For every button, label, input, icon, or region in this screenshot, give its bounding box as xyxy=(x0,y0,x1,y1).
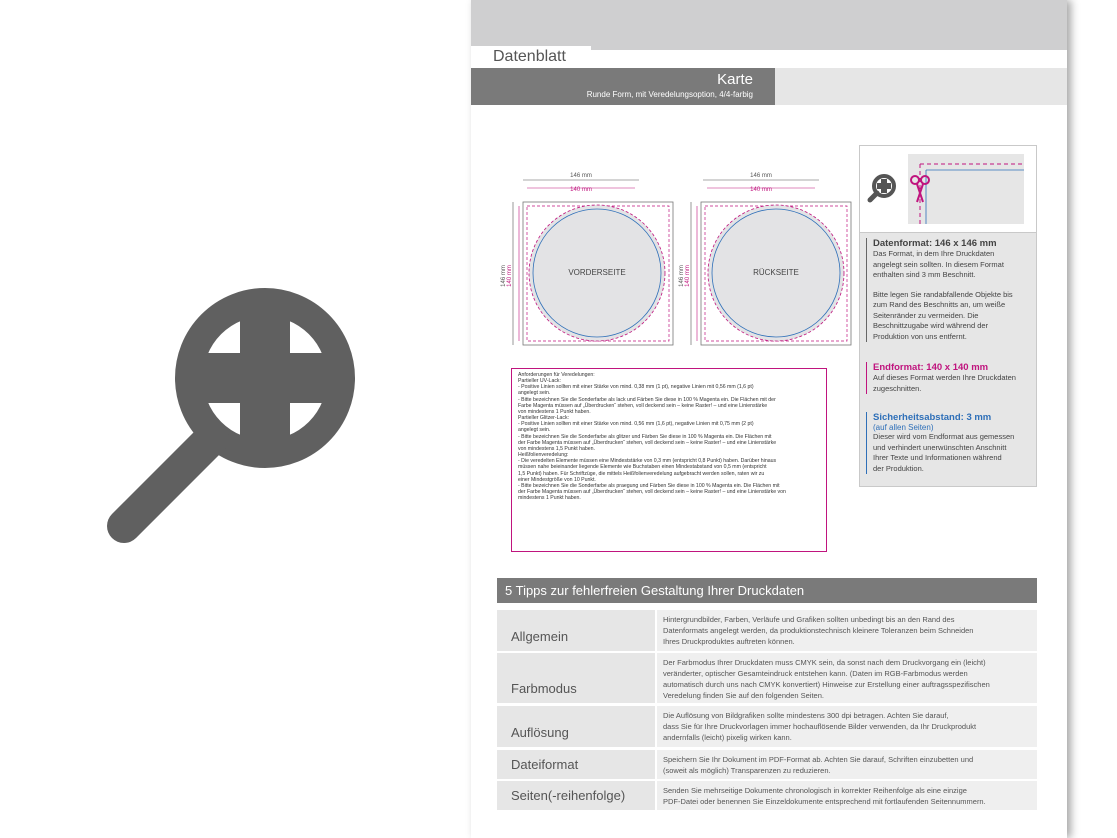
text-line: Ihres Druckproduktes auftreten können. xyxy=(663,637,795,646)
requirement-line: - Bitte bezeichnen Sie die Sonderfarbe als praegung und Färben Sie diese in 100 % Magenta ein. Die Flächen mit xyxy=(518,482,780,489)
tips-row-description xyxy=(657,653,1037,703)
tips-row-label-text: Allgemein xyxy=(511,629,569,644)
tips-row-label-text: Dateiformat xyxy=(511,757,579,772)
tips-row-description xyxy=(657,610,1037,651)
text-line: dass Sie für Ihre Druckvorlagen immer hochauflösende Bilder verwenden, da Ihr Druckprodukt xyxy=(663,722,977,731)
back-side-panel xyxy=(679,173,851,345)
text-line: Das Format, in dem Ihre Druckdaten xyxy=(873,249,995,258)
requirement-line: - Bitte bezeichnen Sie die Sonderfarbe als glitzer und Färben Sie diese in 100 % Magenta ein. Die Flächen mit xyxy=(518,433,772,440)
back-side-label: RÜCKSEITE xyxy=(753,268,799,277)
requirement-line: mindestens 1 Punkt haben. xyxy=(518,495,581,502)
text-line: veränderter, optischer Gesamteindruck entstehen kann. (Daten im RGB-Farbmodus werden xyxy=(663,669,968,678)
datasheet-page xyxy=(471,0,1067,838)
text-line: Seitenränder zu vermeiden. Die xyxy=(873,310,979,320)
requirement-line: Anforderungen für Veredelungen: xyxy=(518,372,595,378)
text-line: Dieser wird vom Endformat aus gemessen xyxy=(873,432,1015,441)
tips-row-label-text: Farbmodus xyxy=(511,681,577,696)
text-line: Datenformats angelegt werden, da produktionstechnisch kleinere Toleranzen beim Schneiden xyxy=(663,626,974,635)
text-line: zugeschnitten. xyxy=(873,383,922,393)
requirement-line: - Bitte bezeichnen Sie die Sonderfarbe als lack und Färben Sie diese in 100 % Magenta ein. Die Flächen mit der xyxy=(518,396,776,403)
requirement-line: angelegt sein. xyxy=(518,427,551,434)
text-line: Die Auflösung von Bildgrafiken sollte mindestens 300 dpi betragen. Achten Sie darauf, xyxy=(663,711,949,720)
format-info-box xyxy=(859,145,1037,487)
inner-dimension-vertical: 140 mm xyxy=(507,265,513,287)
tips-row-label xyxy=(497,750,655,779)
tips-row-label-text: Auflösung xyxy=(511,725,569,740)
preview-graphic xyxy=(860,146,1036,232)
outer-dimension-vertical: 146 mm xyxy=(679,265,685,287)
end-format-text xyxy=(873,373,1035,394)
tips-row-description xyxy=(657,706,1037,747)
text-line: Speichern Sie Ihr Dokument im PDF-Format ab. Achten Sie darauf, Schriften einzubetten und xyxy=(663,755,974,764)
text-line: automatisch durch uns nach CMYK konvertiert) Hinweise zur Erstellung einer auftragsspezifischen xyxy=(663,680,990,689)
finishing-requirements-box xyxy=(511,368,827,552)
text-line: andernfalls (leicht) pixelig wirken kann. xyxy=(663,733,792,742)
requirement-line: der Farbe Magenta müssen auf „Überdrucken“ stehen, voll deckend sein – keine Raster! – und eine Linienstärke von xyxy=(518,488,786,495)
requirement-line: Farbe Magenta müssen auf „Überdrucken“ stehen, voll deckend sein – keine Raster! – und eine Linienstärke xyxy=(518,402,768,409)
requirement-line: von mindestens 1 Punkt haben. xyxy=(518,408,591,415)
requirement-line: Partieller Glitzer-Lack: xyxy=(518,415,570,422)
text-line: (soweit als möglich) Transparenzen zu reduzieren. xyxy=(663,766,831,775)
data-format-block xyxy=(866,238,1035,342)
requirement-line: der Farbe Magenta müssen auf „Überdrucken“ stehen, voll deckend sein – keine Raster! – und eine Linienstärke xyxy=(518,439,777,446)
requirement-line: müssen nahe beieinander liegende Elemente wie Buchstaben einen Mindestabstand von 0,5 mm (entspricht xyxy=(518,464,767,471)
product-title: Karte xyxy=(717,71,753,88)
tips-row-label xyxy=(497,781,655,810)
outer-dimension-label: 146 mm xyxy=(570,173,592,179)
tips-row-label-text: Seiten(-reihenfolge) xyxy=(511,788,626,803)
safety-margin-subtitle: (auf allen Seiten) xyxy=(873,423,934,432)
requirement-line: Partieller UV-Lack: xyxy=(518,378,561,385)
tips-row xyxy=(497,706,1037,747)
safety-margin-text xyxy=(873,432,1035,474)
requirement-line: - Positive Linien sollten mit einer Stärke von mind. 0,38 mm (1 pt), negative Linien mit 0,56 mm (1,6 pt) xyxy=(518,384,754,391)
inner-dimension-label: 140 mm xyxy=(750,187,772,193)
text-line: Hintergrundbilder, Farben, Verläufe und Grafiken sollten unbedingt bis an den Rand des xyxy=(663,615,955,624)
end-format-block xyxy=(866,362,1035,394)
outer-dimension-label: 146 mm xyxy=(750,173,772,179)
sheet-tab-label: Datenblatt xyxy=(471,46,591,68)
text-line: Beschnittzugabe wird während der xyxy=(873,321,989,330)
tips-row xyxy=(497,653,1037,703)
requirement-line: - Die veredelten Elemente müssen eine Mindeststärke von 0,3 mm (entspricht 0,8 Punkt) haben. Darüber hinaus xyxy=(518,458,777,465)
front-side-panel xyxy=(501,173,673,345)
data-format-title: Datenformat: 146 x 146 mm xyxy=(873,238,997,249)
text-line: angelegt sein sollten. In diesem Format xyxy=(873,259,1004,269)
tips-row-description xyxy=(657,750,1037,779)
outer-dimension-vertical: 146 mm xyxy=(501,265,507,287)
tips-header: 5 Tipps zur fehlerfreien Gestaltung Ihrer Druckdaten xyxy=(497,578,1037,603)
text-line: der Produktion. xyxy=(873,463,924,473)
format-diagram xyxy=(495,166,855,356)
text-line: Produktion von uns entfernt. xyxy=(873,331,967,341)
tips-row xyxy=(497,750,1037,779)
requirement-line: einer Mindestgröße von 10 Punkt. xyxy=(518,476,596,483)
inner-dimension-label: 140 mm xyxy=(570,187,592,193)
requirement-line: 1,5 Punkt) haben. Für Schriftzüge, die mittels Heißfolienveredelung aufgebracht werden sollen, raten wir zu xyxy=(518,470,765,477)
page-header-band xyxy=(471,0,1067,50)
zoom-icon xyxy=(870,176,894,200)
requirement-line: - Positive Linien sollten mit einer Stärke von mind. 0,56 mm (1,6 pt), negative Linien mit 0,75 mm (2 pt) xyxy=(518,421,754,428)
product-title-bar xyxy=(471,68,775,105)
text-line: Der Farbmodus Ihrer Druckdaten muss CMYK sein, da sonst nach dem Druckvorgang ein (leicht) xyxy=(663,658,986,667)
tips-row-label xyxy=(497,610,655,651)
zoom-in-icon[interactable] xyxy=(100,288,360,550)
safety-margin-block xyxy=(866,412,1035,474)
tips-row-label xyxy=(497,706,655,747)
requirement-line: Heißfolienveredelung: xyxy=(518,452,569,459)
text-line: Senden Sie mehrseitige Dokumente chronologisch in korrekter Reihenfolge als eine einzige xyxy=(663,786,967,795)
tips-row-label xyxy=(497,653,655,703)
requirement-line: angelegt sein. xyxy=(518,390,551,397)
safety-margin-title: Sicherheitsabstand: 3 mm xyxy=(873,412,992,423)
data-format-text xyxy=(873,249,1035,281)
end-format-title: Endformat: 140 x 140 mm xyxy=(873,362,989,373)
text-line: enthalten sind 3 mm Beschnitt. xyxy=(873,270,976,279)
tips-row-description xyxy=(657,781,1037,810)
text-line: Auf dieses Format werden Ihre Druckdaten xyxy=(873,373,1016,382)
front-side-label: VORDERSEITE xyxy=(568,268,626,277)
inner-dimension-vertical: 140 mm xyxy=(685,265,691,287)
tips-row xyxy=(497,610,1037,651)
requirement-line: von mindestens 1,5 Punkt haben. xyxy=(518,445,595,452)
header-strip xyxy=(775,68,1067,105)
text-line: Bitte legen Sie randabfallende Objekte bis xyxy=(873,289,1013,299)
text-line: Ihrer Texte und Informationen während xyxy=(873,453,1002,462)
text-line: PDF-Datei oder benennen Sie Einzeldokumente entsprechend mit fortlaufenden Seitennummern. xyxy=(663,797,986,806)
product-subtitle: Runde Form, mit Veredelungsoption, 4/4-farbig xyxy=(586,90,753,99)
text-line: Veredelung finden Sie auf den folgenden Seiten. xyxy=(663,691,824,700)
info-preview xyxy=(860,146,1036,233)
bleed-text xyxy=(873,290,1035,343)
tips-row xyxy=(497,781,1037,810)
text-line: und verhindert unerwünschten Anschnitt xyxy=(873,442,1007,452)
text-line: zum Rand des Beschnitts an, um weiße xyxy=(873,300,1006,309)
